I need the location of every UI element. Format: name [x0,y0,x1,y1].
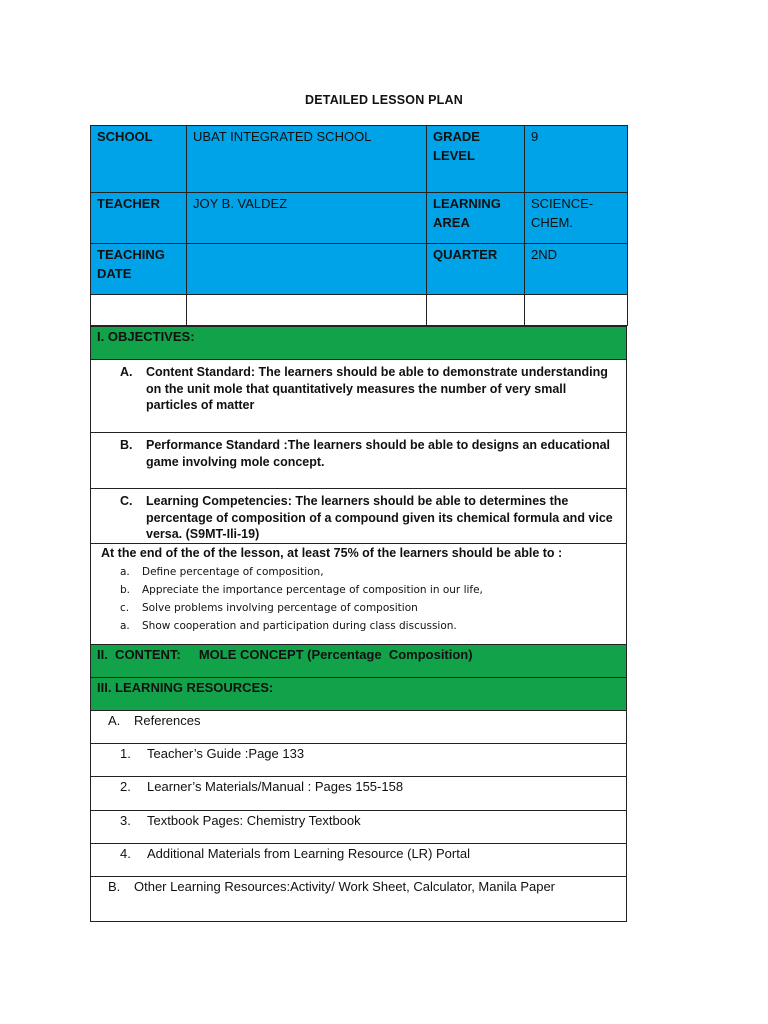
list-marker: c. [120,602,130,614]
resources-heading: III. LEARNING RESOURCES: [97,680,274,695]
school-value: UBAT INTEGRATED SCHOOL [193,129,372,144]
header-row-teacher [91,193,628,244]
learning-area-value: SCIENCE-CHEM. [531,196,594,230]
resource-item [91,844,626,862]
header-table [90,125,628,326]
list-item [120,617,626,635]
list-marker: 2. [120,779,131,794]
objective-row-b [91,433,627,489]
objectives-intro: At the end of the of the lesson, at least 75% of the learners should be able to : [101,546,563,560]
resource-row-3 [91,811,627,844]
list-marker: A. [108,713,121,728]
resources-heading-row [91,678,627,711]
resource-item [91,777,626,795]
resource-item [91,744,626,762]
header-row-date [91,244,628,295]
list-marker: 3. [120,813,131,828]
teacher-label: TEACHER [97,196,160,211]
grade-level-label: GRADE LEVEL [433,129,480,163]
references-item [91,711,626,729]
objective-row-a [91,360,627,433]
resource-text: Textbook Pages: Chemistry Textbook [147,813,361,828]
list-marker: 1. [120,746,131,761]
specific-objectives-list [91,563,626,635]
resource-text: Teacher’s Guide :Page 133 [147,746,305,761]
objective-row-c [91,489,627,544]
header-row-blank [91,295,628,326]
list-text: Appreciate the importance percentage of composition in our life, [142,584,483,596]
other-resources-text: Other Learning Resources:Activity/ Work Sheet, Calculator, Manila Paper [134,879,556,894]
list-text: Show cooperation and participation during class discussion. [142,620,457,632]
list-item [120,581,626,599]
references-label: References [134,713,201,728]
quarter-label: QUARTER [433,247,498,262]
header-row-school [91,126,628,193]
content-heading: II. CONTENT: MOLE CONCEPT (Percentage Composition) [97,647,473,662]
other-resources-row [91,877,627,922]
list-marker: B. [108,879,121,894]
quarter-value: 2ND [531,247,558,262]
list-item [120,599,626,617]
references-row [91,711,627,744]
objective-item [91,433,626,470]
list-item [120,563,626,581]
resource-row-2 [91,777,627,811]
objective-marker: C. [120,494,133,508]
grade-level-value: 9 [531,129,539,144]
school-label: SCHOOL [97,129,153,144]
teacher-value: JOY B. VALDEZ [193,196,288,211]
list-text: Solve problems involving percentage of composition [142,602,418,614]
objectives-heading: I. OBJECTIVES: [97,329,195,344]
objective-marker: B. [120,438,133,452]
list-marker: a. [120,566,130,578]
objectives-specific-row [91,544,627,645]
teaching-date-value [187,244,426,245]
list-text: Define percentage of composition, [142,566,324,578]
resource-text: Additional Materials from Learning Resource (LR) Portal [147,846,470,861]
objectives-heading-row [91,327,627,360]
list-marker: b. [120,584,131,596]
objective-item [91,489,626,543]
other-resources-item [91,877,626,895]
body-table [90,326,627,922]
resource-row-4 [91,844,627,877]
lesson-plan [90,125,627,922]
resource-item [91,811,626,829]
resource-text: Learner’s Materials/Manual : Pages 155-158 [147,779,404,794]
objective-text: Learning Competencies: The learners should be able to determines the percentage of composition of a compound given its chemical formula and vice versa. (S9MT-Ili-19) [146,494,613,541]
objective-text: Performance Standard :The learners should be able to designs an educational game involving mole concept. [146,438,611,469]
objective-item [91,360,626,414]
list-marker: 4. [120,846,131,861]
document-title: DETAILED LESSON PLAN [305,93,463,107]
objective-marker: A. [120,365,133,379]
objective-text: Content Standard: The learners should be able to demonstrate understanding on the unit mole that quantitatively measures the number of very small particles of matter [146,365,608,412]
teaching-date-label: TEACHING DATE [97,247,165,281]
content-heading-row [91,645,627,678]
resource-row-1 [91,744,627,777]
list-marker: a. [120,620,130,632]
learning-area-label: LEARNING AREA [433,196,501,230]
